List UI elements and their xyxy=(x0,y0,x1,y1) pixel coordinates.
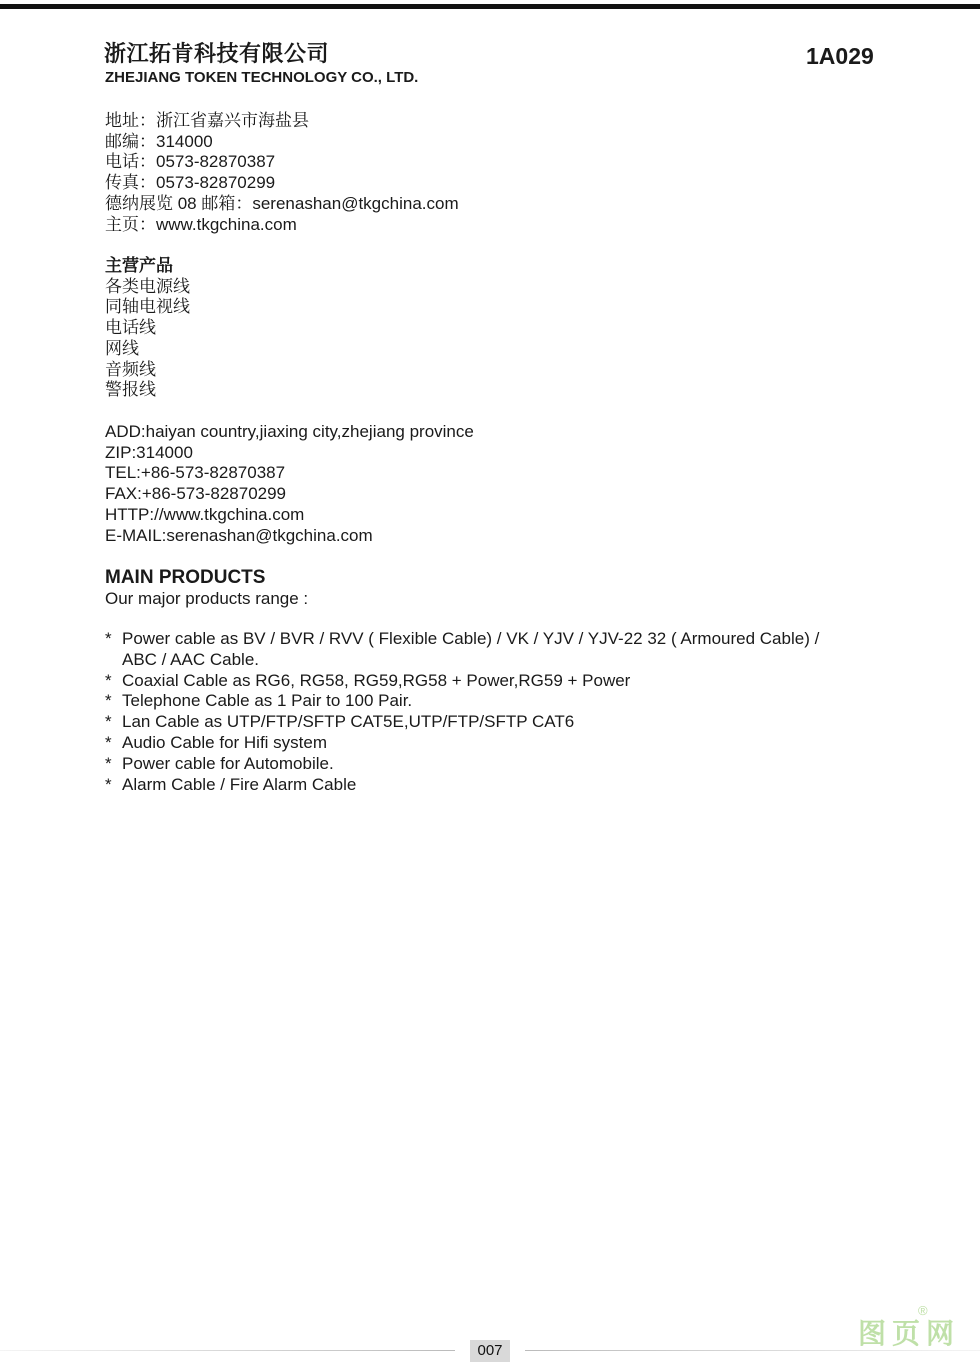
bullet-marker: * xyxy=(105,732,112,752)
cn-product-item: 网线 xyxy=(105,338,139,358)
product-item-text: Power cable as BV / BVR / RVV ( Flexible Cable) / VK / YJV / YJV-22 32 ( Armoured Cable) / ABC / AAC Cable. xyxy=(122,629,820,669)
en-email: E-MAIL:serenashan@tkgchina.com xyxy=(105,525,373,545)
cn-homepage: 主页：www.tkgchina.com xyxy=(105,214,297,234)
company-name-chinese: 浙江拓肯科技有限公司 xyxy=(104,41,330,66)
cn-product-item: 同轴电视线 xyxy=(105,297,190,317)
list-item xyxy=(105,671,855,692)
list-item xyxy=(105,691,855,712)
cn-products-heading: 主营产品 xyxy=(105,256,173,275)
en-address: ADD:haiyan country,jiaxing city,zhejiang province xyxy=(105,422,474,441)
en-telephone: TEL:+86-573-82870387 xyxy=(105,463,286,483)
cn-product-item: 警报线 xyxy=(105,380,156,400)
cn-product-item: 电话线 xyxy=(105,318,156,338)
list-item xyxy=(105,754,855,775)
list-item xyxy=(105,629,855,671)
footer-divider-left xyxy=(0,1350,455,1351)
cn-product-item: 各类电源线 xyxy=(105,276,190,296)
cn-product-item: 音频线 xyxy=(105,359,156,379)
registered-mark-icon: ® xyxy=(918,1303,928,1318)
top-rule xyxy=(0,4,980,9)
page-number: 007 xyxy=(470,1340,510,1362)
product-item-text: Audio Cable for Hifi system xyxy=(122,732,328,752)
list-item xyxy=(105,712,855,733)
english-contact-block xyxy=(105,422,474,546)
bullet-marker: * xyxy=(105,774,112,794)
en-website: HTTP://www.tkgchina.com xyxy=(105,504,305,524)
cn-fax: 传真：0573-82870299 xyxy=(105,173,276,193)
cn-postcode: 邮编：314000 xyxy=(105,131,213,151)
chinese-contact-block xyxy=(105,111,459,235)
catalog-code: 1A029 xyxy=(806,43,874,69)
product-item-text: Lan Cable as UTP/FTP/SFTP CAT5E,UTP/FTP/SFTP CAT6 xyxy=(122,712,575,732)
list-item xyxy=(105,733,855,754)
bullet-marker: * xyxy=(105,753,112,773)
bullet-marker: * xyxy=(105,629,112,648)
watermark-logo: 图页网 xyxy=(858,1318,961,1349)
product-item-text: Telephone Cable as 1 Pair to 100 Pair. xyxy=(122,691,413,711)
cn-telephone: 电话：0573-82870387 xyxy=(105,152,276,172)
english-products-block xyxy=(105,567,855,795)
company-name-english: ZHEJIANG TOKEN TECHNOLOGY CO., LTD. xyxy=(105,69,419,86)
cn-email: 德纳展览 08 邮箱：serenashan@tkgchina.com xyxy=(105,193,459,213)
en-products-heading: MAIN PRODUCTS xyxy=(105,567,266,588)
en-products-intro: Our major products range : xyxy=(105,589,309,608)
bullet-marker: * xyxy=(105,712,112,732)
list-item xyxy=(105,775,855,796)
en-fax: FAX:+86-573-82870299 xyxy=(105,484,287,504)
en-products-list xyxy=(105,629,855,795)
product-item-text: Alarm Cable / Fire Alarm Cable xyxy=(122,774,357,794)
cn-address: 地址：浙江省嘉兴市海盐县 xyxy=(105,111,309,130)
chinese-products-block xyxy=(105,256,190,401)
bullet-marker: * xyxy=(105,670,112,690)
en-zip: ZIP:314000 xyxy=(105,442,193,462)
bullet-marker: * xyxy=(105,691,112,711)
product-item-text: Power cable for Automobile. xyxy=(122,753,334,773)
product-item-text: Coaxial Cable as RG6, RG58, RG59,RG58 + Power,RG59 + Power xyxy=(122,670,631,690)
